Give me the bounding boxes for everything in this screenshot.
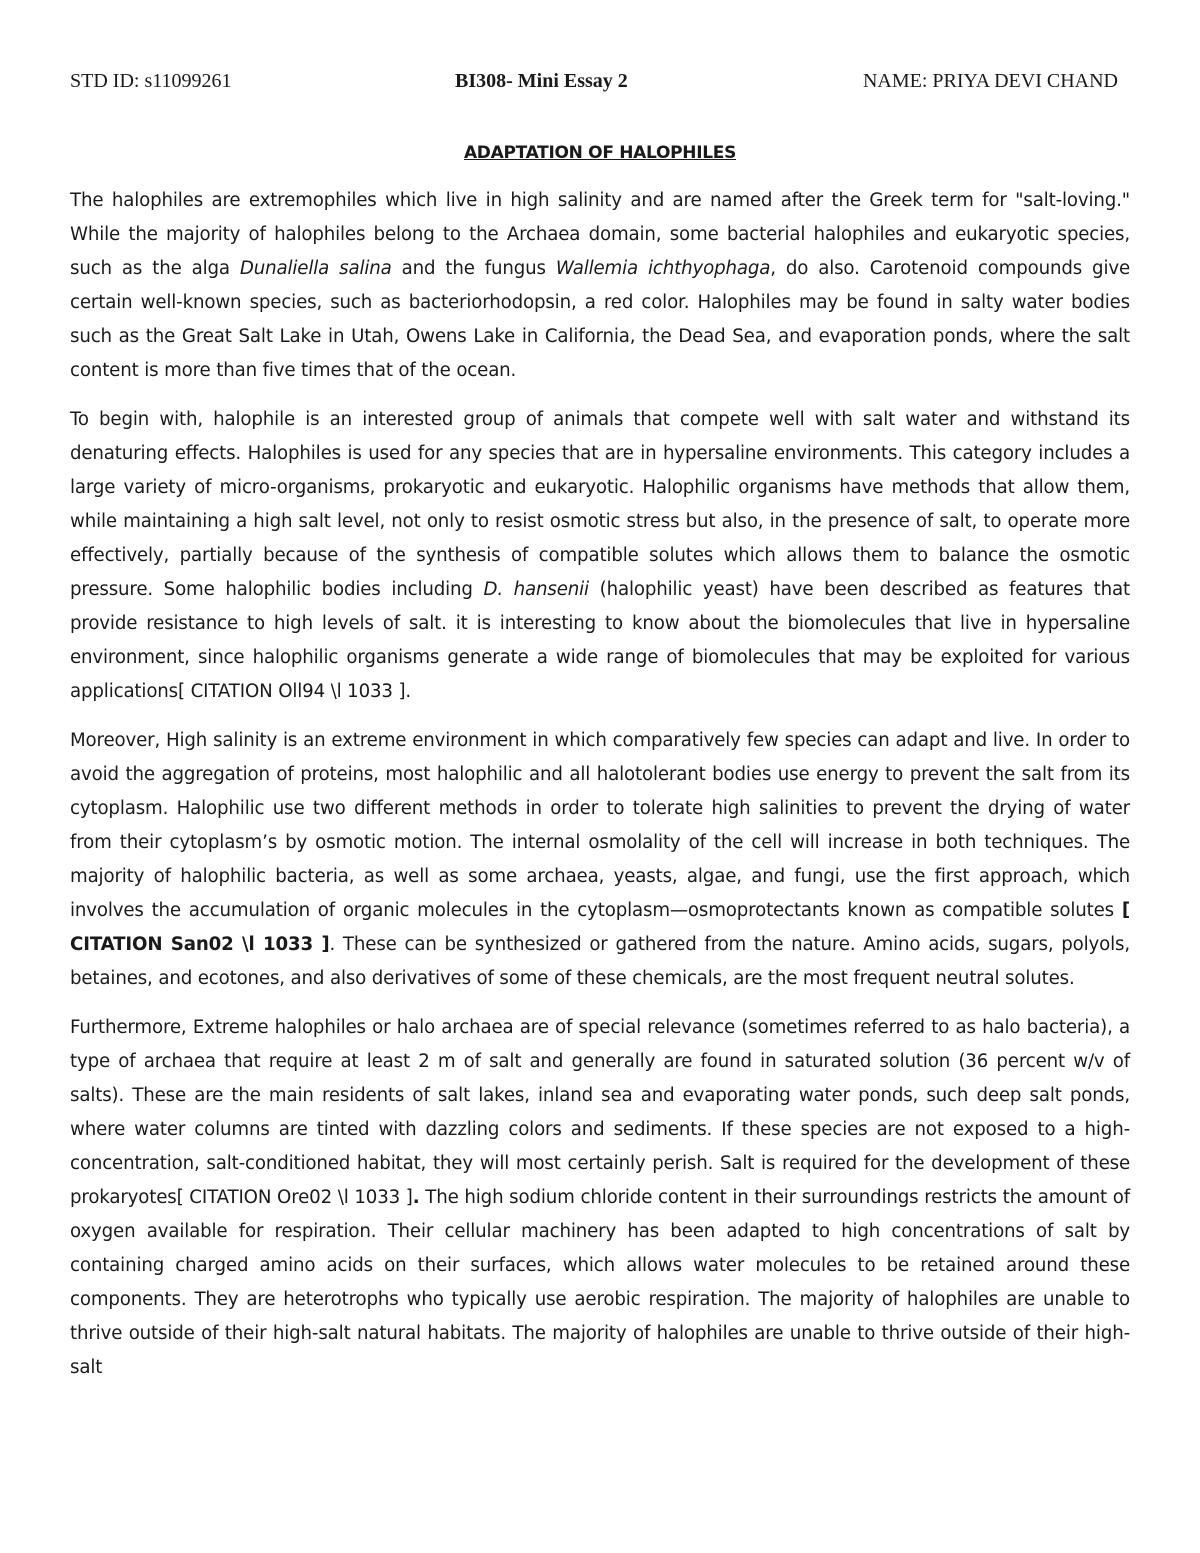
paragraph-text: and the fungus [391,258,556,279]
student-id: STD ID: s11099261 [70,70,232,92]
species-name: Dunaliella salina [239,258,392,279]
paragraph-text: The high sodium chloride content in their surroundings restricts the amount of oxygen available for respiration. Their cellular machinery has been adapted to high concentrations of salt by containing charged amino acids on their surfaces, which allows water molecules to be retained around these components. They are heterotrophs who typically use aerobic respiration. The majority of halophiles are unable to thrive outside of their high-salt natural habitats. The majority of halophiles are unable to thrive outside of their high-salt [70,1187,1131,1378]
species-name: D. hansenii [483,579,589,600]
paragraph-text: (halophilic yeast) have been described as features that provide resistance to high levels of salt. it is interesting to know about the biomolecules that live in hypersaline environment, since halophilic organisms generate a wide range of biomolecules that may be exploited for various applications[ CITATION Oll94 \l 1033 ]. [70,579,1130,702]
page-header [70,70,1130,100]
essay-body [70,184,1130,1400]
paragraph-3 [70,724,1130,996]
paragraph-text: To begin with, halophile is an interested group of animals that compete well with salt water and withstand its denaturing effects. Halophiles is used for any species that are in hypersaline environments. This category includes a large variety of micro-organisms, prokaryotic and eukaryotic. Halophilic organisms have methods that allow them, while maintaining a high salt level, not only to resist osmotic stress but also, in the presence of salt, to operate more effectively, partially because of the synthesis of compatible solutes which allows them to balance the osmotic pressure. Some halophilic bodies including [70,409,1130,600]
paragraph-text: , do also. Carotenoid compounds give certain well-known species, such as bacteriorhodopsin, a red color. Halophiles may be found in salty water bodies such as the Great Salt Lake in Utah, Owens Lake in California, the Dead Sea, and evaporation ponds, where the salt content is more than five times that of the ocean. [70,258,1130,381]
student-name: NAME: PRIYA DEVI CHAND [862,70,1118,92]
course-title: BI308- Mini Essay 2 [455,70,628,92]
essay-title: ADAPTATION OF HALOPHILES [463,143,737,163]
citation-period: . [412,1187,420,1208]
paragraph-text: The halophiles are extremophiles which live in high salinity and are named after the Greek term for "salt-loving." While the majority of halophiles belong to the Archaea domain, some bacterial halophiles and eukaryotic species, such as the alga [70,190,1130,279]
species-name: Wallemia ichthyophaga [555,258,771,279]
paragraph-text: Furthermore, Extreme halophiles or halo archaea are of special relevance (sometimes referred to as halo bacteria), a type of archaea that require at least 2 m of salt and generally are found in saturated solution (36 percent w/v of salts). These are the main residents of salt lakes, inland sea and evaporating water ponds, such deep salt ponds, where water columns are tinted with dazzling colors and sediments. If these species are not exposed to a high-concentration, salt-conditioned habitat, they will most certainly perish. Salt is required for the development of these prokaryotes[ CITATION Ore02 \l 1033 ] [70,1017,1130,1208]
citation-field: [ CITATION San02 \l 1033 ] [70,900,1130,955]
paragraph-4 [70,1011,1130,1385]
paragraph-2 [70,403,1130,709]
paragraph-text: . These can be synthesized or gathered from the nature. Amino acids, sugars, polyols, betaines, and ecotones, and also derivatives of some of these chemicals, are the most frequent neutral solutes. [70,934,1131,989]
paragraph-1 [70,184,1130,388]
paragraph-text: Moreover, High salinity is an extreme environment in which comparatively few species can adapt and live. In order to avoid the aggregation of proteins, most halophilic and all halotolerant bodies use energy to prevent the salt from its cytoplasm. Halophilic use two different methods in order to tolerate high salinities to prevent the drying of water from their cytoplasm’s by osmotic motion. The internal osmolality of the cell will increase in both techniques. The majority of halophilic bacteria, as well as some archaea, yeasts, algae, and fungi, use the first approach, which involves the accumulation of organic molecules in the cytoplasm—osmoprotectants known as compatible solutes [70,730,1130,921]
